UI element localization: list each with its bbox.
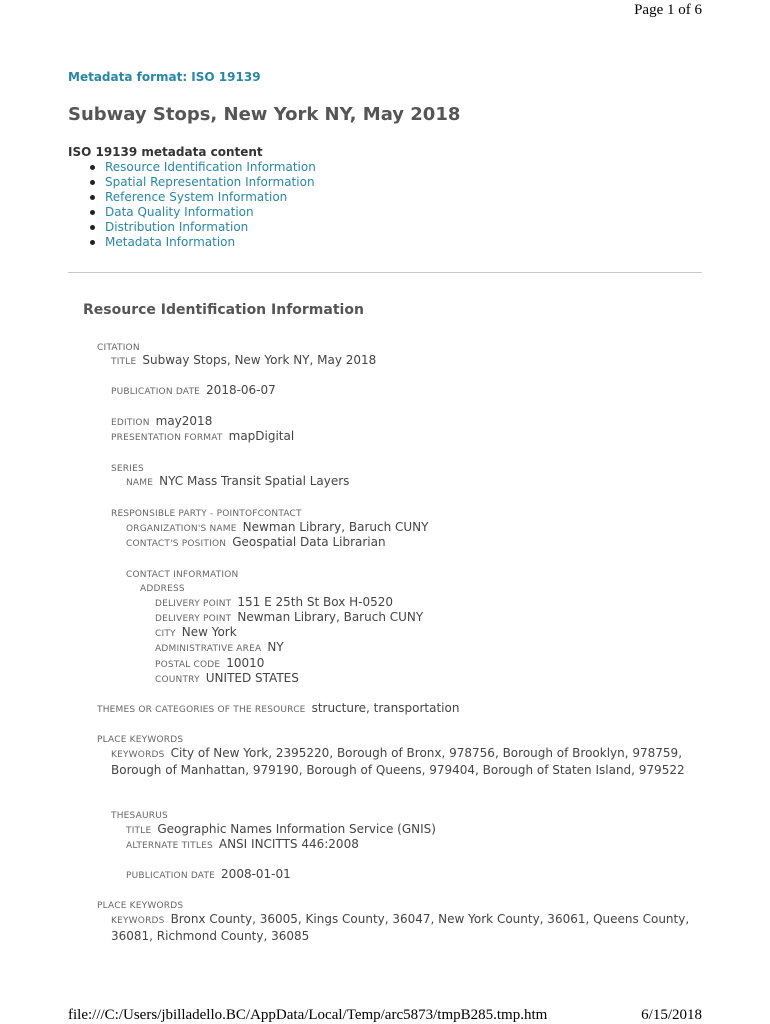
- admin-label: ADMINISTRATIVE AREA: [155, 644, 262, 654]
- position-value: Geospatial Data Librarian: [232, 535, 386, 549]
- alt-titles-row: [126, 837, 359, 854]
- thesaurus-pubdate-label: PUBLICATION DATE: [126, 871, 216, 881]
- divider: [68, 272, 702, 273]
- toc-link-metadata[interactable]: Metadata Information: [88, 235, 316, 250]
- country-label: COUNTRY: [155, 675, 200, 685]
- responsible-label: RESPONSIBLE PARTY - POINTOFCONTACT: [111, 509, 302, 519]
- admin-row: [155, 640, 284, 657]
- delivery1-value: 151 E 25th St Box H-0520: [237, 595, 394, 609]
- themes-value: structure, transportation: [311, 701, 460, 715]
- thesaurus-title-label: TITLE: [126, 826, 152, 836]
- thesaurus-pubdate-value: 2008-01-01: [221, 867, 291, 881]
- footer-date: 6/15/2018: [641, 1007, 702, 1023]
- postal-label: POSTAL CODE: [155, 660, 221, 670]
- thesaurus-pubdate-row: [126, 867, 291, 884]
- postal-value: 10010: [226, 656, 265, 670]
- contact-info-label: CONTACT INFORMATION: [126, 570, 239, 580]
- delivery2-label: DELIVERY POINT: [155, 614, 232, 624]
- toc-link-resource-identification[interactable]: Resource Identification Information: [88, 160, 316, 175]
- presentation-row: [111, 429, 294, 446]
- citation-label: CITATION: [97, 343, 140, 353]
- series-name-label: NAME: [126, 478, 154, 488]
- keywords-2-label: KEYWORDS: [111, 916, 165, 926]
- page-title: Subway Stops, New York NY, May 2018: [68, 104, 461, 125]
- place-keywords-2-label: PLACE KEYWORDS: [97, 901, 184, 911]
- position-row: [126, 535, 386, 552]
- org-value: Newman Library, Baruch CUNY: [242, 520, 429, 534]
- admin-value: NY: [267, 640, 284, 654]
- title-label: TITLE: [111, 357, 137, 367]
- alt-titles-value: ANSI INCITTS 446:2008: [218, 837, 359, 851]
- address-label: ADDRESS: [140, 584, 185, 594]
- title-value: Subway Stops, New York NY, May 2018: [142, 353, 377, 367]
- keywords-1-row: [111, 746, 701, 778]
- series-name-row: [126, 474, 349, 491]
- city-value: New York: [181, 625, 237, 639]
- country-row: [155, 671, 299, 688]
- place-keywords-1-label: PLACE KEYWORDS: [97, 735, 184, 745]
- edition-label: EDITION: [111, 418, 150, 428]
- title-row: [111, 353, 376, 370]
- series-name-value: NYC Mass Transit Spatial Layers: [159, 474, 350, 488]
- toc-link-reference-system[interactable]: Reference System Information: [88, 190, 316, 205]
- city-label: CITY: [155, 629, 176, 639]
- page-number: Page 1 of 6: [634, 2, 702, 18]
- keywords-2-value: Bronx County, 36005, Kings County, 36047, New York County, 36061, Queens County, 36081, Richmond County, 36085: [111, 912, 690, 943]
- keywords-2-row: [111, 912, 701, 944]
- toc-link-spatial-representation[interactable]: Spatial Representation Information: [88, 175, 316, 190]
- pubdate-row: [111, 383, 276, 400]
- delivery1-label: DELIVERY POINT: [155, 599, 232, 609]
- pubdate-label: PUBLICATION DATE: [111, 387, 201, 397]
- presentation-value: mapDigital: [228, 429, 295, 443]
- presentation-label: PRESENTATION FORMAT: [111, 433, 223, 443]
- position-label: CONTACT'S POSITION: [126, 539, 227, 549]
- org-label: ORGANIZATION'S NAME: [126, 524, 237, 534]
- thesaurus-label: THESAURUS: [111, 811, 168, 821]
- edition-value: may2018: [155, 414, 213, 428]
- toc-list: [88, 160, 316, 250]
- keywords-1-value: City of New York, 2395220, Borough of Bronx, 978756, Borough of Brooklyn, 978759, Borough of Manhattan, 979190, Borough of Queens, 979404, Borough of Staten Island, 979522: [111, 746, 685, 777]
- keywords-1-label: KEYWORDS: [111, 750, 165, 760]
- metadata-format: Metadata format: ISO 19139: [68, 70, 261, 84]
- toc-link-distribution[interactable]: Distribution Information: [88, 220, 316, 235]
- themes-row: [97, 701, 459, 718]
- delivery2-value: Newman Library, Baruch CUNY: [237, 610, 424, 624]
- footer-file-path: file:///C:/Users/jbilladello.BC/AppData/Local/Temp/arc5873/tmpB285.tmp.htm: [68, 1007, 548, 1023]
- country-value: UNITED STATES: [205, 671, 299, 685]
- toc-heading: ISO 19139 metadata content: [68, 145, 263, 159]
- toc-link-data-quality[interactable]: Data Quality Information: [88, 205, 316, 220]
- section-title: Resource Identification Information: [83, 302, 364, 318]
- series-label: SERIES: [111, 464, 144, 474]
- pubdate-value: 2018-06-07: [206, 383, 276, 397]
- alt-titles-label: ALTERNATE TITLES: [126, 841, 213, 851]
- thesaurus-title-value: Geographic Names Information Service (GNIS): [157, 822, 436, 836]
- themes-label: THEMES OR CATEGORIES OF THE RESOURCE: [97, 705, 306, 715]
